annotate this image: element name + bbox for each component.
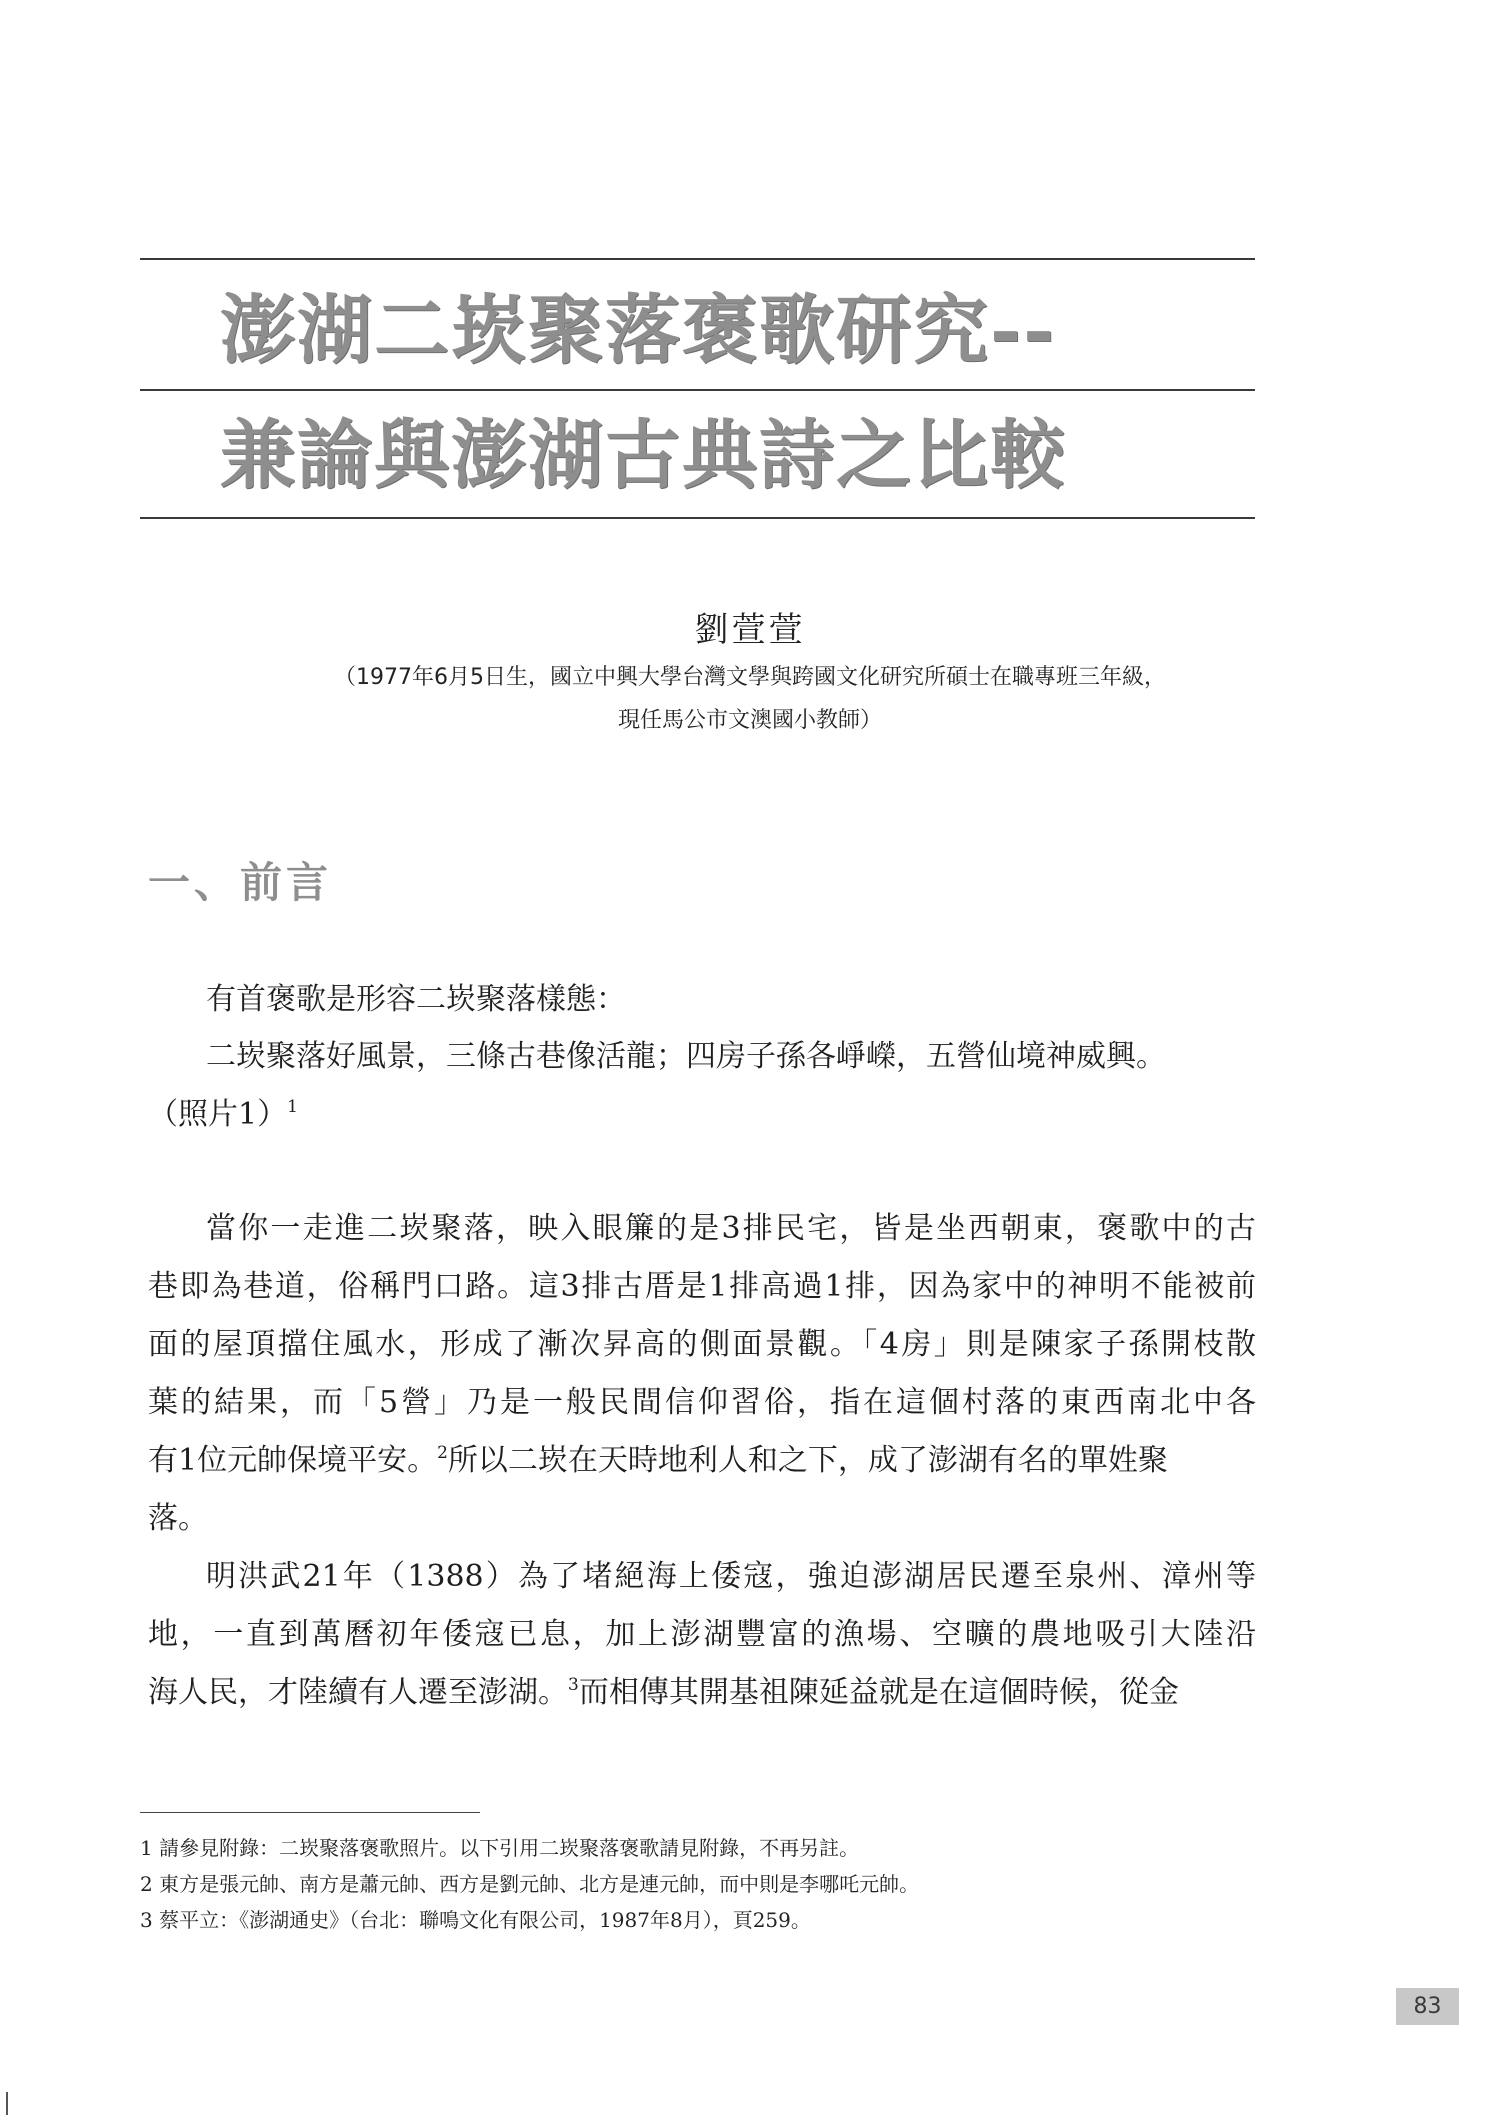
paragraph-2-line-5-a: 有1位元帥保境平安。 bbox=[148, 1443, 438, 1478]
author-bio-line-2: 現任馬公市文澳國小教師） bbox=[617, 708, 882, 733]
paragraph-3-line-2: 地，一直到萬曆初年倭寇已息，加上澎湖豐富的漁場、空曠的農地吸引大陸沿 bbox=[148, 1617, 1256, 1652]
footnote-rule bbox=[140, 1812, 480, 1813]
title-line-2: 兼論與澎湖古典詩之比較 bbox=[220, 411, 1068, 499]
paragraph-2-line-1: 當你一走進二崁聚落，映入眼簾的是3排民宅，皆是坐西朝東，褒歌中的古 bbox=[206, 1211, 1256, 1246]
paragraph-2-line-5-b: 所以二崁在天時地利人和之下，成了澎湖有名的單姓聚 bbox=[447, 1443, 1168, 1478]
footnote-ref-2: 2 bbox=[437, 1443, 448, 1463]
verse-photo-label: （照片1） bbox=[148, 1097, 288, 1132]
paragraph-2-line-2: 巷即為巷道，俗稱門口路。這3排古厝是1排高過1排，因為家中的神明不能被前 bbox=[148, 1269, 1256, 1304]
paragraph-2-line-4: 葉的結果，而「5營」乃是一般民間信仰習俗，指在這個村落的東西南北中各 bbox=[148, 1385, 1256, 1420]
title-bottom-rule bbox=[140, 517, 1255, 519]
paragraph-intro: 有首褒歌是形容二崁聚落樣態： bbox=[206, 982, 626, 1017]
title-top-rule bbox=[140, 258, 1255, 260]
paragraph-3-line-3-b: 而相傳其開基祖陳延益就是在這個時候，從金 bbox=[578, 1675, 1179, 1710]
footnote-ref-3: 3 bbox=[568, 1675, 579, 1695]
paragraph-3-line-3-a: 海人民，才陸續有人遷至澎湖。 bbox=[148, 1675, 568, 1710]
author-name: 劉萱萱 bbox=[694, 610, 806, 650]
verse-photo-ref bbox=[148, 1095, 298, 1135]
author-bio-line-1: （1977年6月5日生，國立中興大學台灣文學與跨國文化研究所碩士在職專班三年級， bbox=[334, 665, 1166, 690]
page-number: 83 bbox=[1396, 1988, 1459, 2025]
footnote-ref-1: 1 bbox=[287, 1097, 298, 1117]
footnote-1: 1 請參見附錄：二崁聚落褒歌照片。以下引用二崁聚落褒歌請見附錄，不再另註。 bbox=[140, 1836, 860, 1860]
section-heading: 一、前言 bbox=[148, 858, 333, 907]
scan-edge-mark bbox=[6, 2092, 8, 2115]
paragraph-3-line-3 bbox=[148, 1673, 1179, 1713]
paragraph-2-line-5 bbox=[148, 1441, 1168, 1481]
paragraph-3-line-1: 明洪武21年（1388）為了堵絕海上倭寇，強迫澎湖居民遷至泉州、漳州等 bbox=[206, 1559, 1256, 1594]
title-middle-rule bbox=[140, 389, 1255, 391]
paragraph-2-line-6: 落。 bbox=[148, 1501, 208, 1536]
paragraph-2-line-3: 面的屋頂擋住風水，形成了漸次昇高的側面景觀。「4房」則是陳家子孫開枝散 bbox=[148, 1327, 1256, 1362]
verse-line: 二崁聚落好風景，三條古巷像活龍；四房子孫各崢嶸，五營仙境神威興。 bbox=[206, 1039, 1166, 1074]
footnote-2: 2 東方是張元帥、南方是蕭元帥、西方是劉元帥、北方是連元帥，而中則是李哪吒元帥。 bbox=[140, 1872, 920, 1896]
title-line-1: 澎湖二崁聚落褒歌研究-- bbox=[220, 286, 1057, 374]
footnote-3: 3 蔡平立：《澎湖通史》（台北：聯鳴文化有限公司，1987年8月），頁259。 bbox=[140, 1908, 811, 1932]
